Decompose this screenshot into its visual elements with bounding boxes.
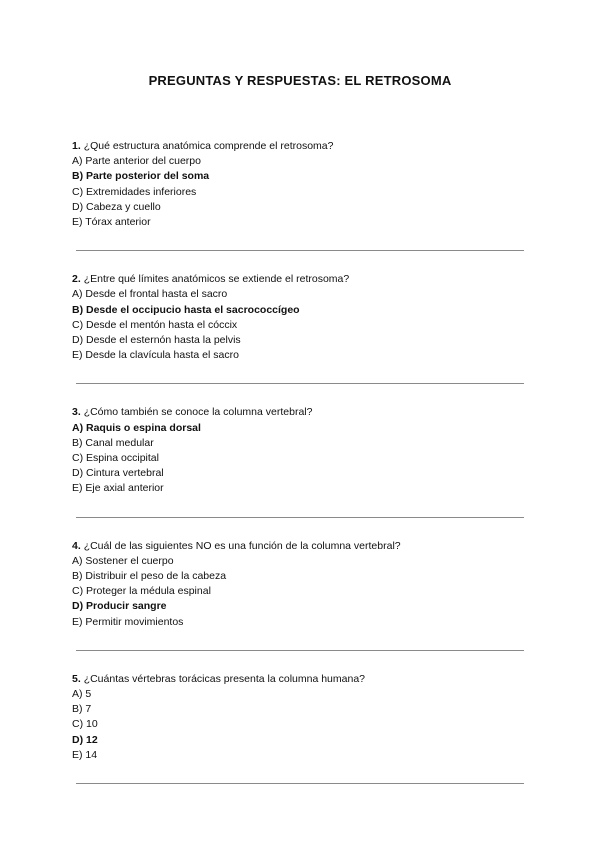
option-a: A) Parte anterior del cuerpo bbox=[72, 155, 201, 168]
question-text: ¿Cuál de las siguientes NO es una función de la columna vertebral? bbox=[83, 539, 401, 552]
question-stem bbox=[72, 272, 524, 287]
option-a: A) 5 bbox=[72, 688, 92, 701]
option-e: E) 14 bbox=[72, 748, 98, 761]
question-text: ¿Qué estructura anatómica comprende el retrosoma? bbox=[83, 140, 334, 152]
question-stem bbox=[72, 539, 524, 554]
option-d: D) Desde el esternón hasta la pelvis bbox=[72, 334, 241, 347]
question-text: ¿Cuántas vértebras torácicas presenta la columna humana? bbox=[83, 672, 366, 685]
option-b: B) Canal medular bbox=[72, 436, 154, 449]
option-a: A) Sostener el cuerpo bbox=[72, 554, 174, 567]
question-5 bbox=[72, 672, 524, 763]
option-c: C) Desde el mentón hasta el cóccix bbox=[72, 318, 238, 331]
option-c: C) 10 bbox=[72, 718, 98, 731]
question-2 bbox=[72, 272, 524, 363]
question-stem bbox=[72, 405, 524, 420]
option-b: B) 7 bbox=[72, 703, 92, 716]
page-title: PREGUNTAS Y RESPUESTAS: EL RETROSOMA bbox=[148, 73, 452, 88]
option-e: E) Desde la clavícula hasta el sacro bbox=[72, 349, 239, 362]
question-4 bbox=[72, 539, 524, 630]
question-number: 1. bbox=[72, 140, 81, 152]
option-b-correct: B) Parte posterior del soma bbox=[72, 170, 210, 183]
question-stem bbox=[72, 672, 524, 687]
option-d: D) Cintura vertebral bbox=[72, 467, 164, 480]
divider bbox=[76, 783, 524, 784]
option-e: E) Tórax anterior bbox=[72, 216, 151, 229]
option-a: A) Desde el frontal hasta el sacro bbox=[72, 288, 228, 301]
question-1 bbox=[72, 139, 524, 230]
question-number: 2. bbox=[72, 273, 81, 286]
question-text: ¿Cómo también se conoce la columna vertebral? bbox=[83, 406, 313, 419]
divider bbox=[76, 383, 524, 384]
question-3 bbox=[72, 405, 524, 496]
option-b-correct: B) Desde el occipucio hasta el sacrococcígeo bbox=[72, 303, 300, 316]
option-d-correct: D) Producir sangre bbox=[72, 600, 167, 613]
option-e: E) Eje axial anterior bbox=[72, 482, 164, 495]
divider bbox=[76, 250, 524, 251]
option-e: E) Permitir movimientos bbox=[72, 615, 184, 628]
option-c: C) Espina occipital bbox=[72, 452, 159, 465]
question-number: 3. bbox=[72, 406, 81, 419]
option-c: C) Proteger la médula espinal bbox=[72, 585, 211, 598]
question-number: 4. bbox=[72, 539, 81, 552]
question-list bbox=[72, 139, 524, 805]
option-d: D) Cabeza y cuello bbox=[72, 200, 161, 213]
question-stem bbox=[72, 139, 524, 154]
option-d-correct: D) 12 bbox=[72, 733, 98, 746]
option-b: B) Distribuir el peso de la cabeza bbox=[72, 570, 227, 583]
divider bbox=[76, 517, 524, 518]
question-text: ¿Entre qué límites anatómicos se extiende el retrosoma? bbox=[83, 273, 350, 286]
divider bbox=[76, 650, 524, 651]
option-a-correct: A) Raquis o espina dorsal bbox=[72, 421, 201, 434]
question-number: 5. bbox=[72, 672, 81, 685]
option-c: C) Extremidades inferiores bbox=[72, 185, 197, 198]
